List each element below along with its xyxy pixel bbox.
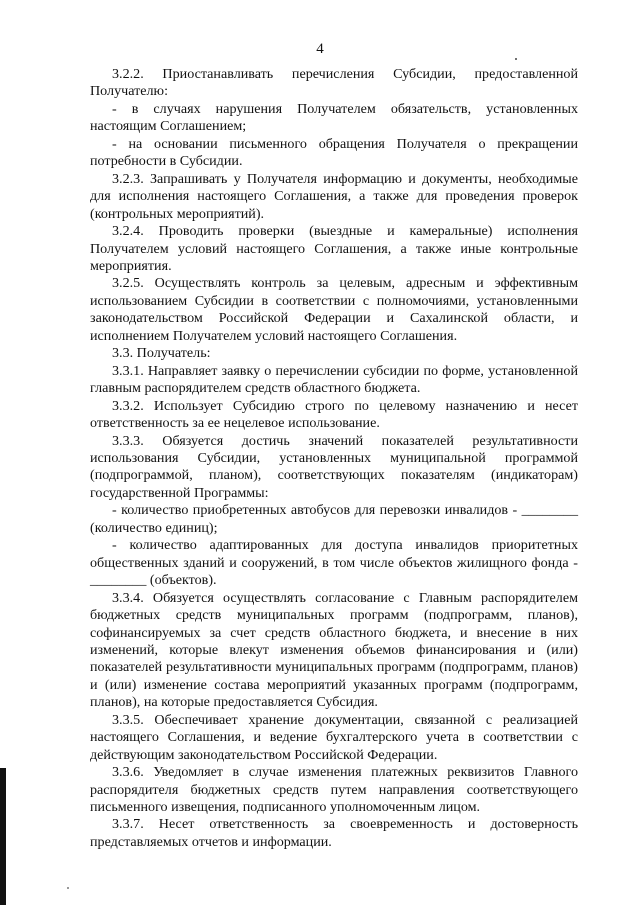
paragraph-3-2-2-item-2: - на основании письменного обращения Получателя о прекращении потребности в Субсидии. xyxy=(90,135,578,170)
paragraph-3-3-4: 3.3.4. Обязуется осуществлять согласование с Главным распорядителем бюджетных средств муниципальных программ (подпрограмм, планов), софинансируемых за счет средств областного бюджета, и внесение в них изменений, которые влекут изменения объемов финансирования и (или) показателей результативности муниципальных программ (подпрограмм, планов) и (или) изменение состава мероприятий указанных программ (подпрограмм, планов), на которые предоставляется Субсидия. xyxy=(90,589,578,711)
paragraph-3-2-2-item-1: - в случаях нарушения Получателем обязательств, установленных настоящим Соглашением; xyxy=(90,100,578,135)
page-number: 4 xyxy=(316,41,324,57)
paragraph-3-3-2: 3.3.2. Использует Субсидию строго по целевому назначению и несет ответственность за ее нецелевое использование. xyxy=(90,397,578,432)
paragraph-3-3-1: 3.3.1. Направляет заявку о перечислении субсидии по форме, установленной главным распорядителем средств областного бюджета. xyxy=(90,362,578,397)
paragraph-3-3-heading: 3.3. Получатель: xyxy=(112,345,211,362)
scan-edge-bar xyxy=(0,768,6,905)
paragraph-3-3-7: 3.3.7. Несет ответственность за своевременность и достоверность представляемых отчетов и информации. xyxy=(90,816,578,850)
paragraph-3-2-5: 3.2.5. Осуществлять контроль за целевым, адресным и эффективным использованием Субсидии в соответствии с полномочиями, установленными законодательством Российской Федерации и Сахалинской области, и исполнением Получателем условий настоящего Соглашения. xyxy=(90,275,578,344)
paragraph-3-2-4: 3.2.4. Проводить проверки (выездные и камеральные) исполнения Получателем условий настоящего Соглашения, а также иные контрольные мероприятия. xyxy=(90,223,578,274)
paragraph-3-3-3-item-1: - количество приобретенных автобусов для перевозки инвалидов - ________ (количество единиц); xyxy=(90,502,578,536)
paragraph-3-3-3: 3.3.3. Обязуется достичь значений показателей результативности использования Субсидии, установленных муниципальной программой (подпрограммой, планом), соответствующих показателям (индикаторам) государственной Программы: xyxy=(90,432,578,501)
paragraph-3-2-3: 3.2.3. Запрашивать у Получателя информацию и документы, необходимые для исполнения настоящего Соглашения, а также для проведения проверок (контрольных мероприятий). xyxy=(90,170,578,222)
scan-speck xyxy=(515,58,517,60)
paragraph-3-3-5: 3.3.5. Обеспечивает хранение документации, связанной с реализацией настоящего Соглашения, и ведение бухгалтерского учета в соответствии с действующим законодательством Российской Федерации. xyxy=(90,711,578,763)
document-body xyxy=(90,66,578,851)
paragraph-3-3-6: 3.3.6. Уведомляет в случае изменения платежных реквизитов Главного распорядителя бюджетных средств путем направления соответствующего письменного извещения, подписанного уполномоченным лицом. xyxy=(90,764,578,816)
scan-speck-bottom xyxy=(67,887,69,889)
paragraph-3-2-2: 3.2.2. Приостанавливать перечисления Субсидии, предоставленной Получателю: xyxy=(90,66,578,100)
paragraph-3-3-3-item-2: - количество адаптированных для доступа инвалидов приоритетных общественных зданий и сооружений, в том числе объектов жилищного фонда - ________ (объектов). xyxy=(90,537,578,589)
